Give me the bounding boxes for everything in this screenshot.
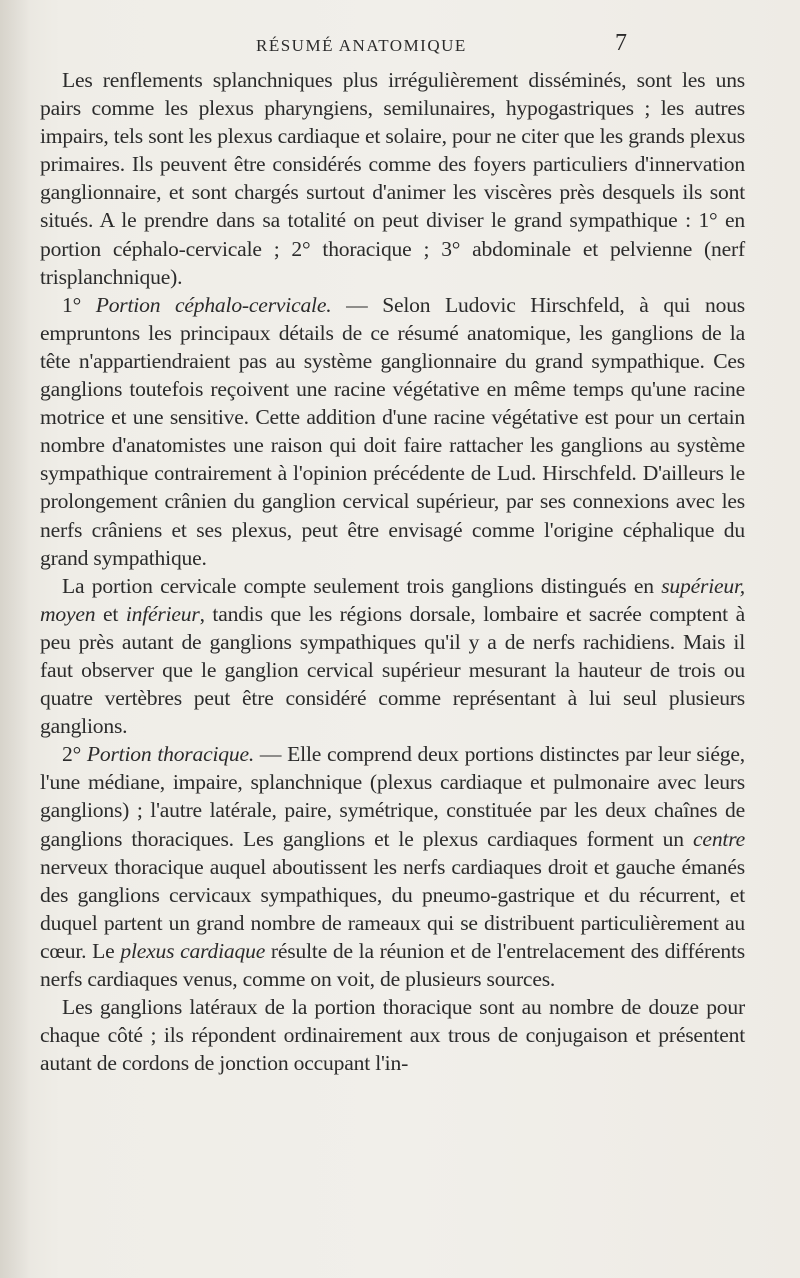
paragraph-text: Les renflements splanchniques plus irrégulièrement disséminés, sont les uns pairs comme les plexus pharyngiens, semilunaires, hypogastriques ; les autres impairs, tels sont les plexus cardiaque et solaire, pour ne citer que les grands plexus primaires. Ils peuvent être considérés comme des foyers particuliers d'innervation ganglionnaire, et sont chargés surtout d'animer les viscères près desquels ils sont situés. A le prendre dans sa totalité on peut diviser le grand sympathique : 1° en portion céphalo-cervicale ; 2° thoracique ; 3° abdominale et pelvienne (nerf trisplanchnique).: [40, 68, 745, 289]
paragraph-text: Les ganglions latéraux de la portion thoracique sont au nombre de douze pour chaque côté ; ils répondent ordinairement aux trous de conjugaison et présentent autant de cordons de jonction occupant l'in-: [40, 995, 745, 1076]
emphasis: supérieur, moyen: [40, 573, 745, 626]
paragraph: [40, 993, 745, 1077]
paragraph-text: La portion cervicale compte seulement trois ganglions distingués en: [62, 573, 662, 598]
section-number: 1°: [62, 292, 82, 317]
paragraph-text: , tandis que les régions dorsale, lombaire et sacrée comptent à peu près autant de ganglions sympathiques qu'il y a de nerfs rachidiens. Mais il faut observer que le ganglion cervical supérieur mesurant la hauteur de trois ou quatre vertèbres peut être considéré comme représentant à lui seul plusieurs ganglions.: [40, 601, 745, 739]
section-title: Portion thoracique.: [86, 742, 255, 767]
paragraph: [40, 740, 745, 993]
paragraph-text: résulte de la réunion et de l'entrelacement des différents nerfs cardiaques venus, comme on voit, de plusieurs sources.: [40, 938, 745, 991]
paragraph: [40, 291, 745, 572]
emphasis: plexus cardiaque: [120, 938, 266, 963]
page-edge-shadow: [0, 0, 30, 1278]
paragraph-text: — Elle comprend deux portions distinctes par leur siége, l'une médiane, impaire, splanchnique (plexus cardiaque et pulmonaire avec leurs ganglions) ; l'autre latérale, paire, symétrique, constituée par les deux chaînes de ganglions thoraciques. Les ganglions et le plexus cardiaques forment un: [40, 742, 745, 851]
page-number: 7: [615, 30, 627, 56]
running-title: RÉSUMÉ ANATOMIQUE: [256, 36, 467, 55]
paragraph: [40, 572, 745, 741]
emphasis: inférieur: [125, 601, 200, 626]
emphasis: centre: [693, 826, 745, 851]
body-text: [40, 66, 745, 1077]
paragraph-text: et: [95, 601, 126, 626]
section-title: Portion céphalo-cervicale.: [95, 292, 332, 317]
paragraph-text: nerveux thoracique auquel aboutissent les nerfs cardiaques droit et gauche émanés des ganglions cervicaux sympathiques, du pneumo-gastrique et du récurrent, et duquel partent un grand nombre de rameaux qui se distribuent particulièrement au cœur. Le: [40, 854, 745, 963]
paragraph: [40, 66, 745, 291]
section-number: 2°: [62, 742, 82, 767]
page-header: [0, 28, 800, 58]
paragraph-text: — Selon Ludovic Hirschfeld, à qui nous empruntons les principaux détails de ce résumé anatomique, les ganglions de la tête n'appartiendraient pas au système ganglionnaire du grand sympathique. Ces ganglions toutefois reçoivent une racine végétative en même temps qu'une racine motrice et une sensitive. Cette addition d'une racine végétative est pour un certain nombre d'anatomistes une raison qui doit faire rattacher les ganglions au système sympathique contrairement à l'opinion précédente de Lud. Hirschfeld. D'ailleurs le prolongement crânien du ganglion cervical supérieur, par ses connexions avec les nerfs crâniens et ses plexus, peut être envisagé comme l'origine céphalique du grand sympathique.: [40, 292, 746, 570]
